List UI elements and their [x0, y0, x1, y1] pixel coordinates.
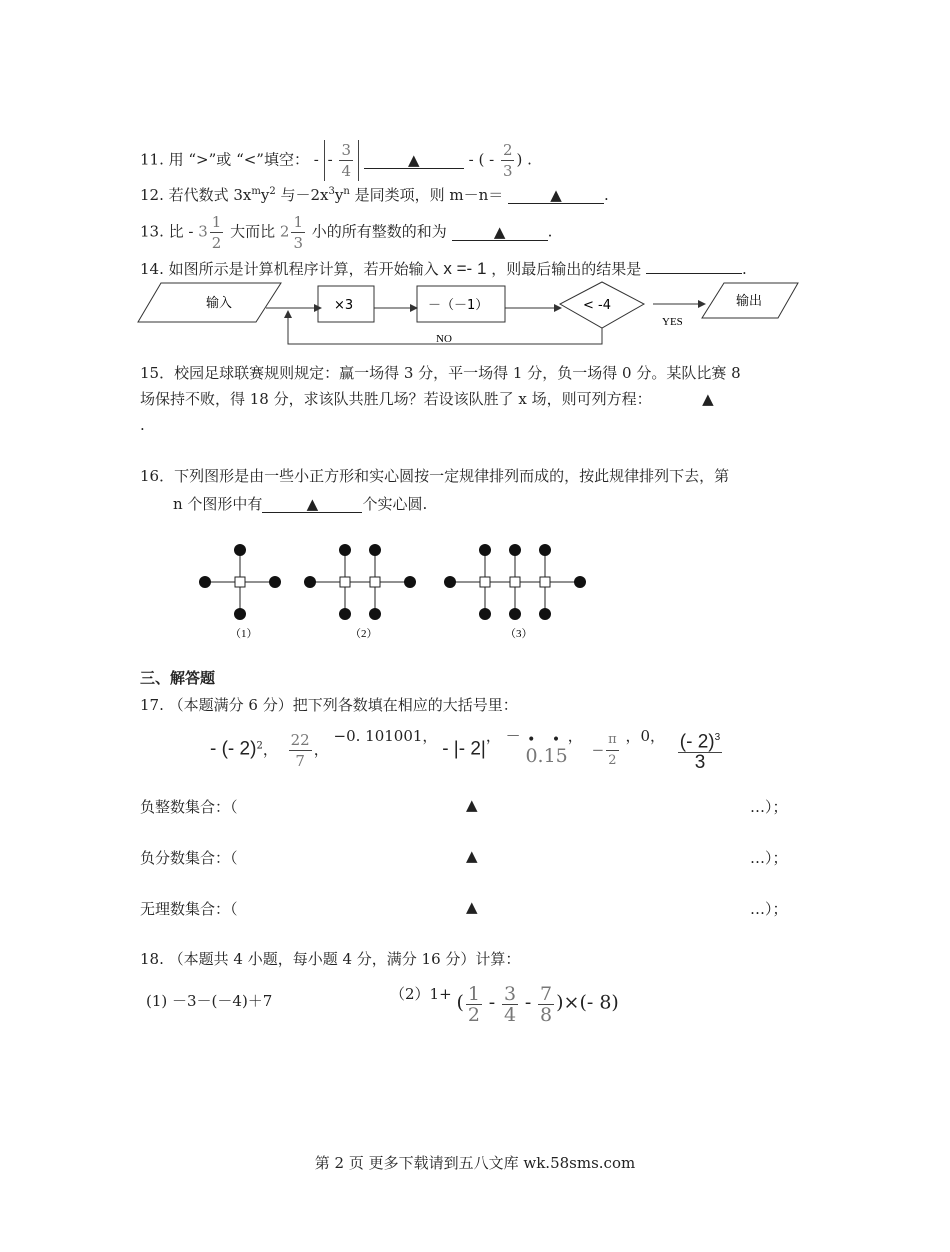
question-12: 12. 若代数式 $3x^my^2$ 与$-2x^3y^n$ 是同类项，则 m－n＝ ▲ . — [140, 186, 609, 204]
solid-circle — [369, 608, 381, 620]
svg-text:NO: NO — [436, 333, 452, 345]
q15-answer-blank[interactable]: ▲ — [702, 390, 714, 408]
q18-part-2: （2）1+ ( $\frac{1}{2}$ - $\frac{3}{4}$ - $\frac{7}{8}$ )×(- 8) — [390, 983, 619, 1026]
flow-input-label: 输入 — [206, 296, 233, 311]
small-square — [370, 577, 380, 587]
solid-circle — [509, 608, 521, 620]
solid-circle — [444, 576, 456, 588]
svg-text:×3: ×3 — [334, 298, 354, 313]
small-square — [510, 577, 520, 587]
solid-circle — [234, 608, 246, 620]
set-negative-integers-blank[interactable]: ▲ — [466, 796, 478, 814]
q11-label: 11. 用 “>”或 “<”填空： — [140, 150, 309, 169]
q14-answer-blank[interactable] — [646, 273, 742, 274]
svg-text:－（－1）: －（－1） — [428, 298, 489, 313]
set-negative-integers: 负整数集合：（ ▲ …）； — [140, 796, 788, 816]
question-16: 16．下列图形是由一些小正方形和实心圆按一定规律排列而成的，按此规律排列下去，第 n 个图形中有 ▲ 个实心圆. — [140, 467, 730, 513]
q18-intro: 18. （本题共 4 小题，每小题 4 分，满分 16 分）计算： — [140, 950, 521, 968]
solid-circle — [234, 544, 246, 556]
q17-intro: 17. （本题满分 6 分）把下列各数填在相应的大括号里： — [140, 696, 518, 714]
solid-circle — [269, 576, 281, 588]
solid-circle — [539, 544, 551, 556]
svg-text:YES: YES — [662, 316, 683, 328]
small-square — [235, 577, 245, 587]
q13-answer-blank[interactable]: ▲ — [452, 224, 548, 241]
pattern-figures — [195, 540, 590, 645]
solid-circle — [199, 576, 211, 588]
solid-circle — [339, 608, 351, 620]
small-square — [480, 577, 490, 587]
solid-circle — [404, 576, 416, 588]
question-13: 13. 比 - 3 $\frac{1}{2}$ 大而比 2 $\frac{1}{3}$ 小的所有整数的和为 ▲ . — [140, 213, 553, 252]
q17-numbers: - (- 2)$^2$， $\frac{22}{7}$ ， −0. 101001， - |- 2|， － • • 0.15 ， − $\frac{\pi}{2}$ ，0， $\frac{(- 2)^3}{3}$ — [210, 726, 721, 774]
solid-circle — [574, 576, 586, 588]
question-15: 15．校园足球联赛规则规定：赢一场得 3 分，平一场得 1 分，负一场得 0 分。某队比赛 8 场保持不败，得 18 分，求该队共胜几场？若设该队胜了 x 场，则可列方程： ▲ . — [140, 364, 741, 434]
solid-circle — [509, 544, 521, 556]
q16-answer-blank[interactable]: ▲ — [262, 496, 362, 513]
solid-circle — [479, 608, 491, 620]
section-3-title: 三、解答题 — [140, 669, 216, 687]
solid-circle — [539, 608, 551, 620]
solid-circle — [304, 576, 316, 588]
program-flowchart — [136, 278, 806, 350]
svg-text:< -4: < -4 — [583, 298, 611, 313]
page-footer: 第 2 页 更多下载请到五八文库 wk.58sms.com — [314, 1154, 636, 1172]
flow-output-label: 输出 — [736, 294, 763, 309]
set-irrationals: 无理数集合：（ ▲ …）； — [140, 898, 788, 918]
solid-circle — [479, 544, 491, 556]
small-square — [540, 577, 550, 587]
small-square — [340, 577, 350, 587]
figure-label: （2） — [350, 628, 378, 640]
figure-label: （3） — [505, 628, 533, 640]
set-irrationals-blank[interactable]: ▲ — [466, 898, 478, 916]
set-negative-fractions-blank[interactable]: ▲ — [466, 847, 478, 865]
question-11: 11. 用 “>”或 “<”填空： - - $\frac{3}{4}$ ▲ - ( - $\frac{2}{3}$ ) . — [140, 141, 532, 180]
q11-answer-blank[interactable]: ▲ — [364, 152, 464, 169]
figure-label: （1） — [230, 628, 258, 640]
set-negative-fractions: 负分数集合：（ ▲ …）； — [140, 847, 788, 867]
solid-circle — [369, 544, 381, 556]
q12-answer-blank[interactable]: ▲ — [508, 187, 604, 204]
q18-part-1: (1) －3－(－4)＋7 — [146, 992, 273, 1010]
solid-circle — [339, 544, 351, 556]
question-14: 14. 如图所示是计算机程序计算，若开始输入 x =- 1 ，则最后输出的结果是 . — [140, 259, 747, 278]
